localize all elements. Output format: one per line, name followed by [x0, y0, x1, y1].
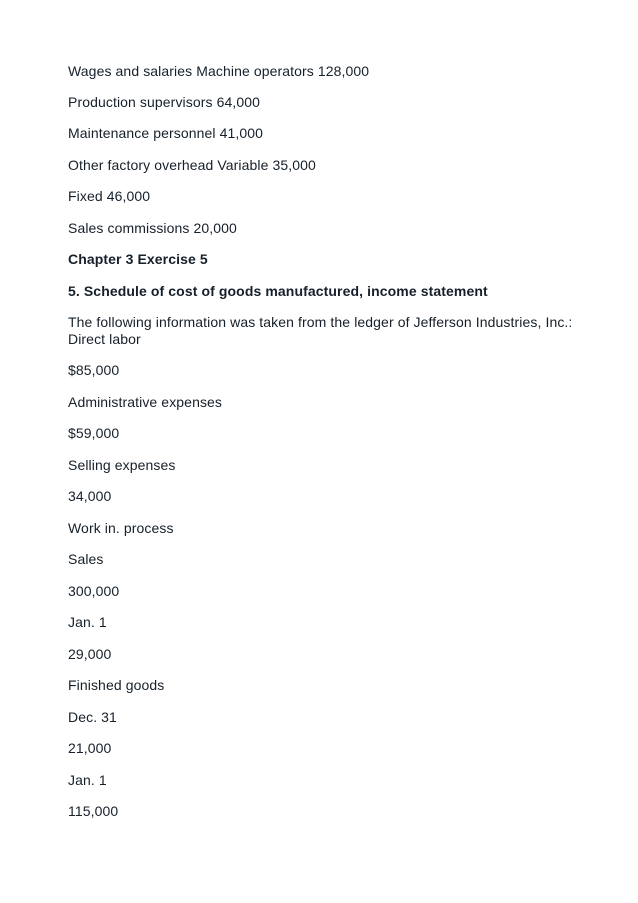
intro-paragraph: The following information was taken from the ledger of Jefferson Industries, Inc.: Direct labor — [68, 314, 573, 347]
ledger-item: $59,000 — [68, 425, 120, 441]
chapter-heading: Chapter 3 Exercise 5 — [68, 251, 208, 267]
ledger-item: Work in. process — [68, 520, 174, 536]
text-line: Other factory overhead Variable 35,000 — [68, 157, 316, 173]
ledger-item: 21,000 — [68, 740, 112, 756]
ledger-item: Jan. 1 — [68, 614, 107, 630]
ledger-item: Dec. 31 — [68, 709, 117, 725]
ledger-item: Selling expenses — [68, 457, 176, 473]
text-line: Wages and salaries Machine operators 128,000 — [68, 63, 370, 79]
exercise-title: 5. Schedule of cost of goods manufactured, income statement — [68, 283, 488, 299]
ledger-item: $85,000 — [68, 362, 120, 378]
ledger-item: Finished goods — [68, 677, 165, 693]
ledger-item: 29,000 — [68, 646, 112, 662]
ledger-item: Administrative expenses — [68, 394, 223, 410]
ledger-item: 300,000 — [68, 583, 120, 599]
ledger-item: Sales — [68, 551, 104, 567]
text-line: Sales commissions 20,000 — [68, 220, 237, 236]
text-line: Fixed 46,000 — [68, 188, 151, 204]
ledger-item: Jan. 1 — [68, 772, 107, 788]
ledger-item: 34,000 — [68, 488, 112, 504]
ledger-item: 115,000 — [68, 803, 119, 819]
text-line: Maintenance personnel 41,000 — [68, 125, 264, 141]
text-line: Production supervisors 64,000 — [68, 94, 261, 110]
